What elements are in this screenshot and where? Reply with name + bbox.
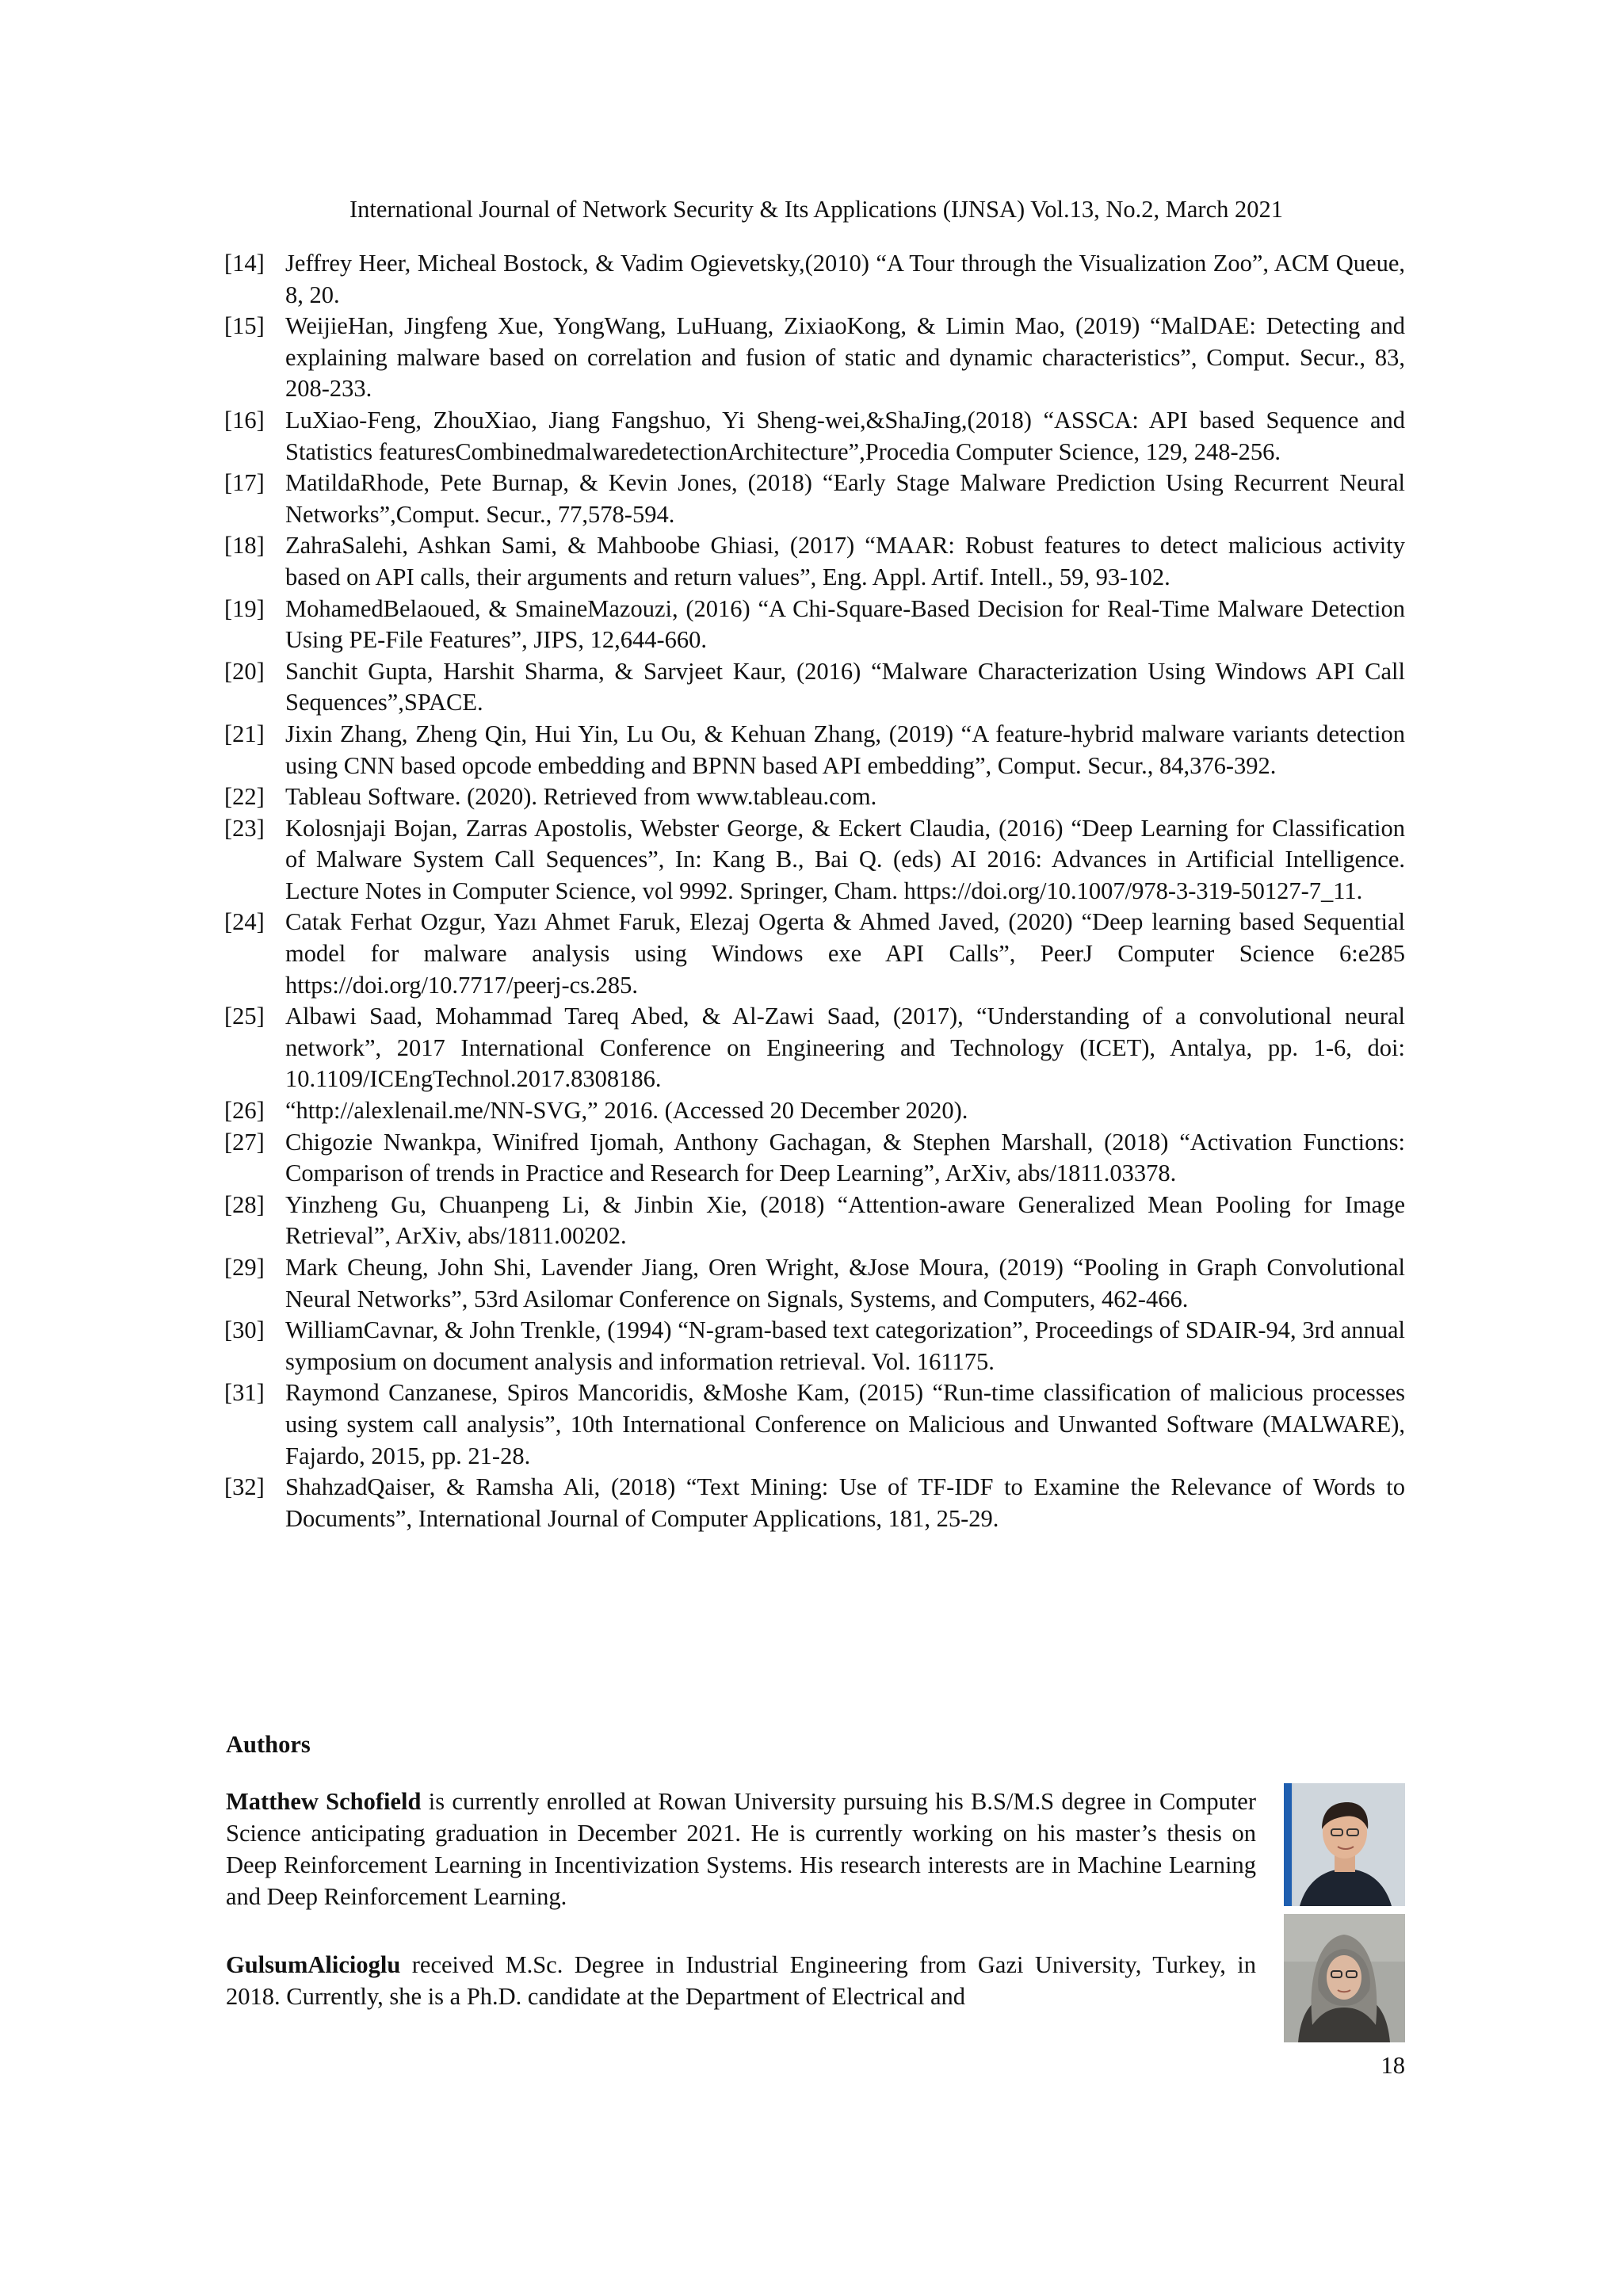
reference-number: [31] (224, 1379, 265, 1407)
reference-item (224, 1472, 1405, 1534)
reference-item (224, 311, 1405, 405)
author-bio-text: is currently enrolled at Rowan University pursuing his B.S/M.S degree in Computer Science anticipating graduation in December 2021. He is currently working on his master’s thesis on Deep Reinforcement Learning in Incentivization Systems. His research interests are in Machine Learning and Deep Reinforcement Learning. (226, 1788, 1256, 1910)
reference-text: ZahraSalehi, Ashkan Sami, & Mahboobe Ghiasi, (2017) “MAAR: Robust features to detect malicious activity based on API calls, their arguments and return values”, Eng. Appl. Artif. Intell., 59, 93-102. (285, 532, 1405, 590)
reference-item (224, 405, 1405, 468)
running-header: International Journal of Network Security & Its Applications (IJNSA) Vol.13, No.2, March 2021 (349, 196, 1284, 223)
reference-number: [15] (224, 312, 265, 340)
reference-text: “http://alexlenail.me/NN-SVG,” 2016. (Accessed 20 December 2020). (285, 1097, 968, 1125)
reference-item (224, 1001, 1405, 1095)
reference-number: [22] (224, 783, 265, 811)
reference-item (224, 813, 1405, 907)
page-number: 18 (1381, 2052, 1405, 2079)
reference-text: WeijieHan, Jingfeng Xue, YongWang, LuHuang, ZixiaoKong, & Limin Mao, (2019) “MalDAE: Detecting and explaining malware based on correlation and fusion of static and dynamic characteristics”, Comput. Secur., 83, 208-233. (285, 312, 1405, 403)
author-name: GulsumAlicioglu (226, 1951, 401, 1978)
reference-item (224, 468, 1405, 530)
reference-text: Kolosnjaji Bojan, Zarras Apostolis, Webster George, & Eckert Claudia, (2016) “Deep Learning for Classification of Malware System Call Sequences”, In: Kang B., Bai Q. (eds) AI 2016: Advances in Artificial Intelligence. Lecture Notes in Computer Science, vol 9992. Springer, Cham. https://doi.org/10.1007/978-3-319-50127-7_11. (285, 814, 1405, 904)
reference-item (224, 1095, 1405, 1127)
reference-item (224, 530, 1405, 593)
reference-text: ShahzadQaiser, & Ramsha Ali, (2018) “Text Mining: Use of TF-IDF to Examine the Relevance of Words to Documents”, International Journal of Computer Applications, 181, 25-29. (285, 1473, 1405, 1532)
reference-text: Raymond Canzanese, Spiros Mancoridis, &Moshe Kam, (2015) “Run-time classification of malicious processes using system call analysis”, 10th International Conference on Malicious and Unwanted Software (MALWARE), Fajardo, 2015, pp. 21-28. (285, 1379, 1405, 1469)
reference-number: [24] (224, 908, 265, 936)
author-bio-1 (226, 1786, 1256, 1912)
reference-text: Tableau Software. (2020). Retrieved from www.tableau.com. (285, 783, 877, 811)
reference-number: [16] (224, 406, 265, 434)
reference-item (224, 594, 1405, 656)
reference-text: Jixin Zhang, Zheng Qin, Hui Yin, Lu Ou, & Kehuan Zhang, (2019) “A feature-hybrid malware variants detection using CNN based opcode embedding and BPNN based API embedding”, Comput. Secur., 84,376-392. (285, 720, 1405, 779)
reference-text: Albawi Saad, Mohammad Tareq Abed, & Al-Zawi Saad, (2017), “Understanding of a convolutional neural network”, 2017 International Conference on Engineering and Technology (ICET), Antalya, pp. 1-6, doi: 10.1109/ICEngTechnol.2017.8308186. (285, 1003, 1405, 1093)
reference-text: MatildaRhode, Pete Burnap, & Kevin Jones, (2018) “Early Stage Malware Prediction Using Recurrent Neural Networks”,Comput. Secur., 77,578-594. (285, 469, 1405, 528)
reference-item (224, 1127, 1405, 1190)
reference-number: [19] (224, 594, 265, 622)
references-list (224, 248, 1405, 1534)
reference-text: Sanchit Gupta, Harshit Sharma, & Sarvjeet Kaur, (2016) “Malware Characterization Using Windows API Call Sequences”,SPACE. (285, 657, 1405, 716)
reference-item (224, 781, 1405, 813)
reference-number: [30] (224, 1316, 265, 1344)
reference-text: Jeffrey Heer, Micheal Bostock, & Vadim Ogievetsky,(2010) “A Tour through the Visualization Zoo”, ACM Queue, 8, 20. (285, 250, 1405, 308)
reference-text: Yinzheng Gu, Chuanpeng Li, & Jinbin Xie, (2018) “Attention-aware Generalized Mean Pooling for Image Retrieval”, ArXiv, abs/1811.00202. (285, 1190, 1405, 1250)
reference-item (224, 248, 1405, 311)
reference-item (224, 1190, 1405, 1252)
reference-number: [26] (224, 1097, 265, 1125)
author-photo-2 (1284, 1914, 1405, 2042)
reference-item (224, 907, 1405, 1001)
reference-number: [18] (224, 532, 265, 560)
reference-number: [17] (224, 469, 265, 497)
reference-number: [25] (224, 1003, 265, 1030)
reference-item (224, 656, 1405, 719)
author-photo-1 (1284, 1783, 1405, 1906)
author-bio-2 (226, 1949, 1256, 2012)
reference-item (224, 719, 1405, 781)
reference-item (224, 1252, 1405, 1315)
reference-number: [28] (224, 1190, 265, 1218)
author-bio-text: received M.Sc. Degree in Industrial Engineering from Gazi University, Turkey, in 2018. Currently, she is a Ph.D. candidate at the Department of Electrical and (226, 1951, 1256, 2010)
reference-item (224, 1377, 1405, 1472)
reference-number: [27] (224, 1128, 265, 1156)
reference-number: [29] (224, 1254, 265, 1281)
reference-text: Catak Ferhat Ozgur, Yazı Ahmet Faruk, Elezaj Ogerta & Ahmed Javed, (2020) “Deep learning based Sequential model for malware analysis using Windows exe API Calls”, PeerJ Computer Science 6:e285 https://doi.org/10.7717/peerj-cs.285. (285, 908, 1405, 999)
reference-text: LuXiao-Feng, ZhouXiao, Jiang Fangshuo, Yi Sheng-wei,&ShaJing,(2018) “ASSCA: API based Sequence and Statistics featuresCombinedmalwaredetectionArchitecture”,Procedia Computer Science, 129, 248-256. (285, 406, 1405, 465)
reference-text: MohamedBelaoued, & SmaineMazouzi, (2016) “A Chi-Square-Based Decision for Real-Time Malware Detection Using PE-File Features”, JIPS, 12,644-660. (285, 594, 1405, 654)
reference-text: Mark Cheung, John Shi, Lavender Jiang, Oren Wright, &Jose Moura, (2019) “Pooling in Graph Convolutional Neural Networks”, 53rd Asilomar Conference on Signals, Systems, and Computers, 462-466. (285, 1254, 1405, 1312)
reference-text: WilliamCavnar, & John Trenkle, (1994) “N-gram-based text categorization”, Proceedings of SDAIR-94, 3rd annual symposium on document analysis and information retrieval. Vol. 161175. (285, 1316, 1405, 1375)
reference-item (224, 1315, 1405, 1377)
reference-text: Chigozie Nwankpa, Winifred Ijomah, Anthony Gachagan, & Stephen Marshall, (2018) “Activation Functions: Comparison of trends in Practice and Research for Deep Learning”, ArXiv, abs/1811.03378. (285, 1128, 1405, 1187)
reference-number: [20] (224, 657, 265, 685)
author-name: Matthew Schofield (226, 1788, 422, 1815)
reference-number: [23] (224, 814, 265, 842)
reference-number: [14] (224, 250, 265, 277)
reference-number: [21] (224, 720, 265, 747)
reference-number: [32] (224, 1473, 265, 1501)
authors-heading: Authors (226, 1731, 311, 1758)
